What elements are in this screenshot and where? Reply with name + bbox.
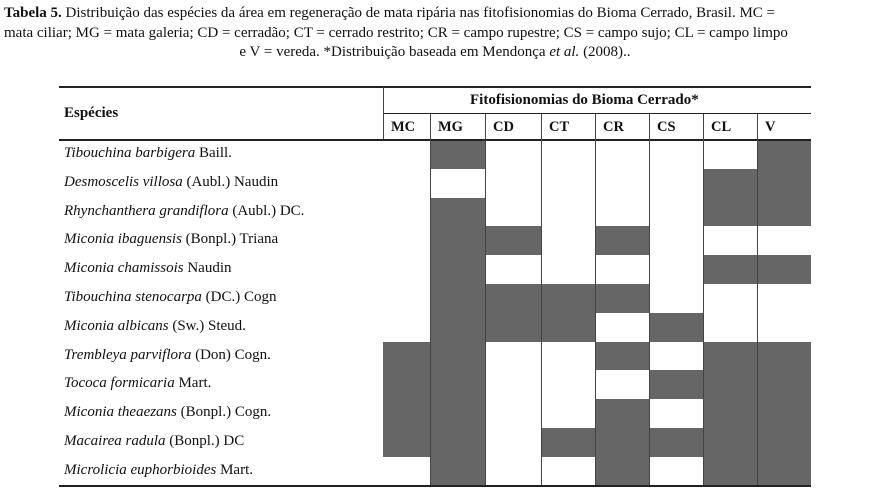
presence-cell-cr <box>595 428 649 457</box>
presence-cell-mg <box>430 313 485 342</box>
caption-label: Tabela 5. <box>4 5 62 21</box>
species-name <box>64 432 244 450</box>
presence-cell-v <box>757 370 811 399</box>
species-name <box>64 346 271 364</box>
species-author: (Don) Cogn. <box>191 346 271 363</box>
column-header-mg: MG <box>438 119 463 135</box>
presence-cell-mg <box>430 198 485 227</box>
presence-cell-cs <box>649 313 703 342</box>
presence-cell-v <box>757 399 811 428</box>
column-header-cs: CS <box>657 119 676 135</box>
presence-cell-ct <box>541 428 595 457</box>
presence-cell-ct <box>541 284 595 313</box>
species-author: (Bonpl.) DC <box>165 433 245 449</box>
species-binomial: Tibouchina barbigera <box>64 145 196 161</box>
group-header-rule <box>383 113 811 114</box>
species-author: Mart. <box>216 461 254 478</box>
species-name <box>64 461 253 479</box>
presence-cell-cl <box>703 255 757 284</box>
presence-cell-mg <box>430 342 485 371</box>
species-name <box>64 202 304 220</box>
presence-cell-mc <box>383 370 430 399</box>
group-column-header: Fitofisionomias do Bioma Cerrado* <box>470 92 699 108</box>
caption-line-2: mata ciliar; MG = mata galeria; CD = cerradão; CT = cerrado restrito; CR = campo rupestre; CS = campo sujo; CL = campo limpo <box>4 24 788 41</box>
species-binomial: Trembleya parviflora <box>64 346 192 363</box>
table-bottom-rule <box>59 485 811 487</box>
species-author: Naudin <box>183 260 232 277</box>
caption-line-1: Distribuição das espécies da área em regeneração de mata ripária nas fitofisionomias do Bioma Cerrado, Brasil. MC = <box>61 5 776 21</box>
species-author: (Sw.) Steud. <box>168 317 246 334</box>
presence-cell-cl <box>703 198 757 227</box>
presence-cell-cr <box>595 226 649 255</box>
column-divider <box>757 114 758 485</box>
presence-cell-v <box>757 169 811 198</box>
presence-cell-cd <box>485 313 541 342</box>
presence-cell-cr <box>595 342 649 371</box>
column-header-v: V <box>765 119 776 135</box>
column-header-ct: CT <box>549 119 570 135</box>
species-author: (Aubl.) Naudin <box>182 173 279 190</box>
species-name <box>64 317 246 335</box>
species-binomial: Rhynchanthera grandiflora <box>64 202 229 219</box>
presence-cell-cl <box>703 370 757 399</box>
species-name <box>64 173 278 191</box>
column-divider <box>595 114 596 485</box>
species-binomial: Tibouchina stenocarpa <box>64 289 202 305</box>
species-name <box>64 259 232 277</box>
presence-cell-cl <box>703 399 757 428</box>
presence-cell-mg <box>430 140 485 169</box>
presence-cell-mg <box>430 428 485 457</box>
column-header-cr: CR <box>603 119 624 135</box>
presence-cell-mg <box>430 370 485 399</box>
column-header-cd: CD <box>493 119 514 135</box>
species-author: (DC.) Cogn <box>201 289 277 305</box>
column-header-cl: CL <box>711 119 732 135</box>
caption-line-3a: e V = vereda. *Distribuição baseada em Mendonça <box>239 44 550 60</box>
column-divider <box>541 114 542 485</box>
presence-cell-ct <box>541 313 595 342</box>
presence-cell-mg <box>430 226 485 255</box>
presence-cell-v <box>757 140 811 169</box>
species-name <box>64 403 271 421</box>
species-name <box>64 230 278 248</box>
presence-cell-mg <box>430 255 485 284</box>
presence-cell-mg <box>430 457 485 486</box>
species-binomial: Macairea radula <box>64 433 166 449</box>
presence-cell-cl <box>703 428 757 457</box>
presence-cell-v <box>757 457 811 486</box>
species-name <box>64 374 211 392</box>
presence-cell-v <box>757 428 811 457</box>
species-binomial: Miconia chamissois <box>64 260 184 277</box>
species-binomial: Miconia ibaguensis <box>64 231 182 248</box>
presence-cell-cl <box>703 342 757 371</box>
species-binomial: Miconia albicans <box>64 317 169 334</box>
column-divider <box>649 114 650 485</box>
column-divider <box>703 114 704 485</box>
species-author: Mart. <box>174 375 212 392</box>
column-header-mc: MC <box>391 119 416 135</box>
presence-cell-cr <box>595 457 649 486</box>
presence-cell-mg <box>430 284 485 313</box>
group-header-divider <box>383 87 384 139</box>
presence-cell-mc <box>383 342 430 371</box>
presence-cell-mc <box>383 428 430 457</box>
table-top-rule <box>59 86 811 88</box>
presence-cell-cd <box>485 284 541 313</box>
presence-cell-cl <box>703 169 757 198</box>
species-name <box>64 144 232 162</box>
species-binomial: Microlicia euphorbioides <box>64 461 217 478</box>
presence-cell-v <box>757 342 811 371</box>
presence-cell-cd <box>485 226 541 255</box>
presence-cell-cl <box>703 457 757 486</box>
header-bottom-rule <box>59 139 811 141</box>
presence-cell-v <box>757 255 811 284</box>
species-binomial: Tococa formicaria <box>64 375 175 392</box>
caption-line-3-italic: et al. <box>549 44 580 60</box>
species-author: (Bonpl.) Triana <box>181 231 279 248</box>
species-binomial: Desmoscelis villosa <box>64 173 183 190</box>
species-name <box>64 288 277 306</box>
presence-cell-cr <box>595 399 649 428</box>
species-column-header: Espécies <box>64 105 119 121</box>
presence-cell-cs <box>649 370 703 399</box>
presence-cell-v <box>757 198 811 227</box>
presence-cell-cr <box>595 284 649 313</box>
species-author: Baill. <box>195 145 232 161</box>
species-binomial: Miconia theaezans <box>64 404 177 421</box>
presence-cell-mc <box>383 399 430 428</box>
species-author: (Bonpl.) Cogn. <box>176 404 272 421</box>
column-divider <box>485 114 486 485</box>
presence-cell-mg <box>430 399 485 428</box>
column-divider <box>430 114 431 485</box>
species-author: (Aubl.) DC. <box>228 202 305 219</box>
presence-cell-cs <box>649 428 703 457</box>
caption-line-3b: (2008).. <box>579 44 631 60</box>
